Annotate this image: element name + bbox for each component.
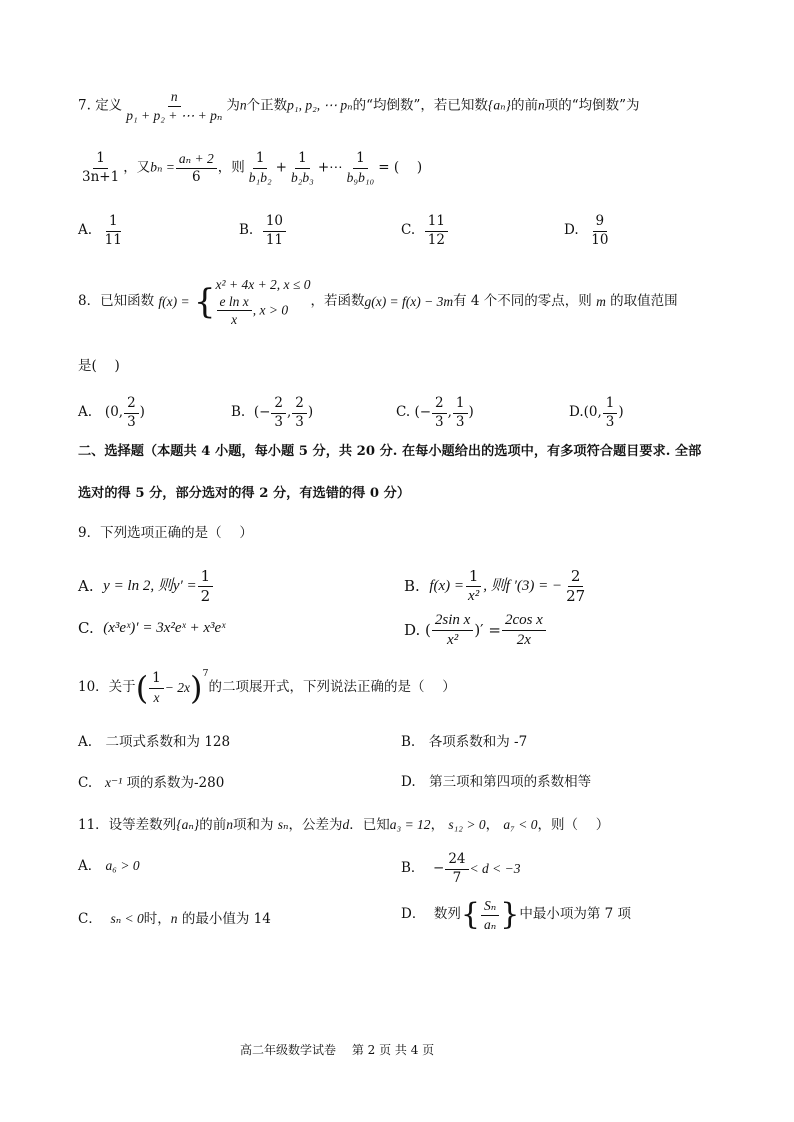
q11-stem: 11．设等差数列{aₙ}的前n项和为 sₙ，公差为d．已知a₃ = 12， s₁₂ > 0， a₇ < 0，则（ ） <box>78 817 610 833</box>
section-heading-line1: 二、选择题（本题共 4 小题，每小题 5 分，共 20 分. 在每小题给出的选项中，有多项符合题目要求. 全部 <box>78 444 702 459</box>
page-footer: 高二年级数学试卷 第 2 页 共 4 页 <box>240 1043 435 1057</box>
q10-option-c: C. x⁻¹ 项的系数为-280 <box>78 775 225 791</box>
q9-option-d: D. ( $\frac{\text{2sin x}}{\text{x²}}$ )′ = $\frac{\text{2cos x}}{2x}$ <box>404 612 547 650</box>
q8-option-d: D. (0, $\frac{1}{3}$ ) <box>569 395 624 430</box>
q8-option-c: C. (− $\frac{2}{3}$ , $\frac{1}{3}$ ) <box>396 395 474 430</box>
q7-option-a: A. $\frac{1}{11}$ <box>78 213 122 248</box>
q9-option-a: A. y = ln 2, 则y′ = $\frac{1}{2}$ <box>78 568 214 606</box>
q7-line2: $\frac{1}{3n+1}$ ，又bₙ = $\frac{\text{aₙ + 2}}{6}$ ，则 $\frac{1}{\text{b₁b₂}}$ + $\frac{1}{\text{b₂b₃}}$ +⋯ $\frac{1}{\text{b₉b₁₀}}$ = ( ) <box>78 151 422 185</box>
q8-piecewise: x² + 4x + 2, x ≤ 0 $\frac{\text{e ln x}}{x}$ , x > 0 <box>215 277 311 328</box>
section-heading-line2: 选对的得 5 分，部分选对的得 2 分，有选错的得 0 分） <box>78 486 411 501</box>
q11-option-b: B． − $\frac{24}{7}$ < d < −3 <box>401 851 521 886</box>
q8-option-b: B. (− $\frac{2}{3}$ , $\frac{2}{3}$ ) <box>231 395 314 430</box>
q7-bn-fraction: $\frac{\text{aₙ + 2}}{6}$ <box>176 151 217 185</box>
q7-def-fraction: $\frac{n}{\text{p₁ + p₂ + ⋯ + pₙ}}$ <box>126 89 223 123</box>
q10-option-a: A. 二项式系数和为 128 <box>78 734 231 750</box>
q7-option-d: D. $\frac{9}{10}$ <box>564 213 609 248</box>
q8-line2: 是( ) <box>78 358 120 374</box>
q9-option-c: C. (x³eˣ)′ = 3x²eˣ + x³eˣ <box>78 619 226 637</box>
q11-option-c: C． sₙ < 0时，n 的最小值为 14 <box>78 911 271 927</box>
q8-line1: 8． 已知函数 f(x) = { x² + 4x + 2, x ≤ 0 $\frac{\text{e ln x}}{x}$ , x > 0 ，若函数 g(x) = f(x) − 3m 有 4 个不同的零点，则 m 的取值范围 <box>78 277 678 328</box>
q10-stem: 10．关于 ( $\frac{1}{x}$ − 2x ) $^7$ 的二项展开式，下列说法正确的是（ ） <box>78 668 456 708</box>
q9-stem: 9．下列选项正确的是（ ） <box>78 525 253 541</box>
q8-option-a: A. (0, $\frac{2}{3}$ ) <box>78 395 145 430</box>
q11-option-a: A． a₆ > 0 <box>78 858 140 874</box>
q7-given-fraction: $\frac{1}{3n+1}$ <box>82 150 120 185</box>
q9-option-b: B. f(x) = $\frac{1}{\text{x²}}$ , 则f ′(3) = − $\frac{2}{27}$ <box>404 567 586 606</box>
q10-option-b: B. 各项系数和为 -7 <box>401 734 528 750</box>
q7-line1: 7. 定义 $\frac{n}{\text{p₁ + p₂ + ⋯ + pₙ}}$ 为n个正数p₁, p₂, ⋯ pₙ的“均倒数”，若已知数{aₙ}的前n项的“均倒数”为 <box>78 89 640 123</box>
q7-option-c: C. $\frac{11}{12}$ <box>401 214 449 248</box>
q10-option-d: D. 第三项和第四项的系数相等 <box>401 774 592 790</box>
q7-option-b: B. $\frac{10}{11}$ <box>239 214 287 248</box>
q11-option-d: D． 数列 { $\frac{\text{Sₙ}}{\text{aₙ}}$ } 中最小项为第 7 项 <box>401 897 632 933</box>
